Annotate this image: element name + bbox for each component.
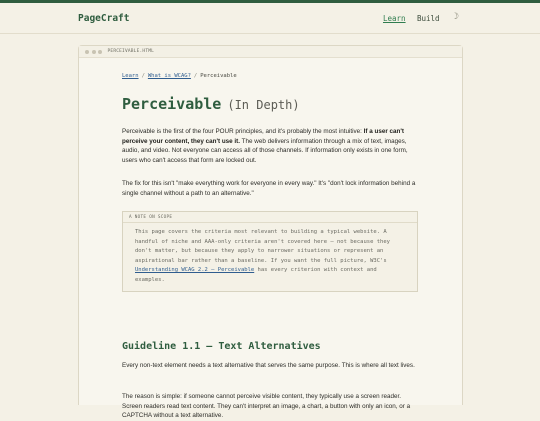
breadcrumb-separator: / — [193, 73, 198, 79]
guideline-paragraph-1: Every non-text element needs a text alternative that serves the same purpose. This is where all text lives. — [122, 362, 415, 369]
theme-toggle-moon-icon[interactable]: ☽ — [450, 12, 460, 22]
guideline-paragraph-2: The reason is simple: if someone cannot perceive visible content, they typically use a screen reader. Screen readers read text content. They can't interpret an image, a chart, a button with only an icon, or a CAPTCHA without a text alternative. — [122, 393, 411, 420]
window-filename: PERCEIVABLE.HTML — [107, 49, 155, 54]
fix-paragraph: The fix for this isn't "make everything work for everyone in every way." It's "don't lock information behind a single channel without a path to an alternative." — [122, 180, 416, 197]
breadcrumb-separator: / — [141, 73, 145, 79]
scope-note-label: A NOTE ON SCOPE — [123, 212, 417, 223]
scope-note-body — [123, 223, 417, 286]
nav-link-build[interactable]: Build — [417, 14, 440, 23]
page-title-main: Perceivable — [122, 95, 222, 113]
breadcrumb — [122, 73, 237, 79]
window-dot-icon — [85, 50, 89, 54]
nav-link-learn[interactable]: Learn — [383, 14, 406, 23]
intro-bold: If a user can't perceive your content, they can't use it. — [122, 128, 404, 145]
document-window — [78, 45, 463, 420]
scope-note-text-after: has every criterion with context and examples. — [135, 267, 377, 283]
breadcrumb-current: Perceivable — [200, 73, 237, 79]
breadcrumb-link-what-is-wcag[interactable]: What is WCAG? — [147, 73, 191, 79]
breadcrumb-link-learn[interactable]: Learn — [122, 73, 139, 79]
top-navigation-bar — [0, 0, 540, 34]
understanding-wcag-link[interactable]: Understanding WCAG 2.2 — Perceivable — [135, 267, 255, 274]
window-titlebar — [79, 46, 462, 58]
intro-text-b: The web delivers information through a mix of text, images, audio, and video. Not everyone can access all of those channels. If information only exists in one form, users who can't access that form are locked out. — [122, 137, 408, 164]
scope-note-box — [122, 211, 418, 292]
intro-paragraph — [122, 127, 422, 165]
scope-note-text-before: This page covers the criteria most relevant to building a typical website. A handful of niche and AAA-only criteria aren't covered here — not because they don't matter, but because they apply to narrower situations or represent an aspirational bar rather than a baseline. If you want the full picture, W3C's — [135, 229, 390, 264]
brand-logo[interactable]: PageCraft — [78, 13, 130, 24]
window-dot-icon — [98, 50, 102, 54]
intro-text-a: Perceivable is the first of the four POUR principles, and it's probably the most intuitive: — [122, 128, 364, 135]
window-dot-icon — [92, 50, 96, 54]
page-title — [122, 94, 300, 113]
page-title-subtitle: (In Depth) — [227, 98, 300, 112]
guideline-heading: Guideline 1.1 — Text Alternatives — [122, 341, 321, 352]
